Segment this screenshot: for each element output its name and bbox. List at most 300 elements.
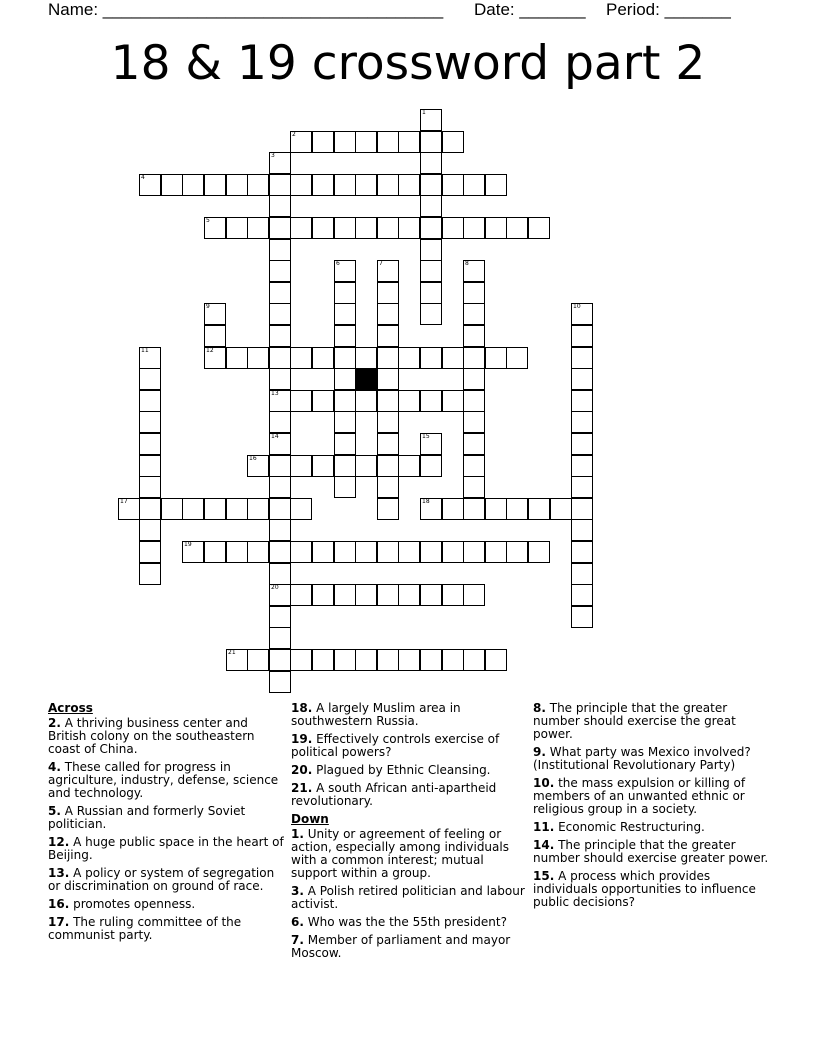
crossword-cell[interactable] [269, 152, 291, 174]
crossword-cell[interactable] [377, 347, 399, 369]
crossword-cell[interactable] [247, 217, 269, 239]
clue-number: 15 [422, 433, 430, 440]
crossword-cell[interactable] [398, 217, 420, 239]
clue-item-text: The ruling committee of the communist party. [48, 915, 242, 942]
crossword-cell[interactable] [442, 390, 464, 412]
crossword-cell[interactable] [463, 455, 485, 477]
crossword-cell[interactable] [312, 541, 334, 563]
crossword-cell[interactable] [226, 649, 248, 671]
crossword-cell[interactable] [247, 347, 269, 369]
crossword-cell[interactable] [506, 541, 528, 563]
clue-column-3 [533, 702, 769, 914]
crossword-cell[interactable] [442, 131, 464, 153]
crossword-cell[interactable] [204, 347, 226, 369]
crossword-cell[interactable] [442, 498, 464, 520]
clue-item [48, 717, 284, 756]
crossword-cell[interactable] [161, 174, 183, 196]
clue-item [291, 702, 527, 728]
crossword-cell[interactable] [506, 217, 528, 239]
crossword-cell[interactable] [312, 649, 334, 671]
clue-item-text: promotes openness. [69, 897, 196, 911]
crossword-cell[interactable] [139, 390, 161, 412]
clue-number: 12 [206, 347, 214, 354]
crossword-cell[interactable] [463, 649, 485, 671]
crossword-cell[interactable] [226, 217, 248, 239]
clue-number: 9 [206, 303, 210, 310]
crossword-cell[interactable] [420, 174, 442, 196]
clue-item [533, 777, 769, 816]
down-heading: Down [291, 812, 329, 826]
clue-item-text: the mass expulsion or killing of members of an unwanted ethnic or religious group in a society. [533, 776, 746, 816]
crossword-cell[interactable] [226, 347, 248, 369]
clue-item-text: Unity or agreement of feeling or action, especially among individuals with a common interest; mutual support within a group. [291, 827, 509, 880]
crossword-cell[interactable] [139, 563, 161, 585]
clue-number: 16 [249, 455, 257, 462]
clue-item [48, 916, 284, 942]
crossword-cell[interactable] [334, 131, 356, 153]
crossword-cell[interactable] [485, 347, 507, 369]
clue-item-text: A Polish retired politician and labour activist. [291, 884, 525, 911]
crossword-cell[interactable] [269, 433, 291, 455]
crossword-cell[interactable] [377, 131, 399, 153]
clue-item-number: 13. [48, 866, 70, 880]
clue-item-text: Effectively controls exercise of political powers? [291, 732, 500, 759]
clue-item-text: Who was the the 55th president? [303, 915, 507, 929]
crossword-cell[interactable] [398, 541, 420, 563]
crossword-cell[interactable] [571, 433, 593, 455]
clue-number: 4 [141, 174, 145, 181]
crossword-cell[interactable] [269, 195, 291, 217]
crossword-cell[interactable] [269, 455, 291, 477]
crossword-cell[interactable] [290, 584, 312, 606]
crossword-cell[interactable] [290, 498, 312, 520]
crossword-cell[interactable] [204, 174, 226, 196]
crossword-cell[interactable] [571, 476, 593, 498]
crossword-cell[interactable] [290, 455, 312, 477]
crossword-cell[interactable] [204, 217, 226, 239]
clue-item-text: The principle that the greater number should exercise greater power. [533, 838, 769, 865]
clue-number: 14 [271, 433, 279, 440]
crossword-cell[interactable] [420, 239, 442, 261]
clue-item-number: 15. [533, 869, 555, 883]
clue-item-number: 4. [48, 760, 61, 774]
crossword-cell[interactable] [485, 217, 507, 239]
clue-number: 6 [336, 260, 340, 267]
crossword-cell[interactable] [420, 260, 442, 282]
crossword-cell[interactable] [442, 174, 464, 196]
crossword-cell[interactable] [269, 390, 291, 412]
crossword-cell[interactable] [334, 411, 356, 433]
crossword-cell[interactable] [420, 541, 442, 563]
clue-item-number: 11. [533, 820, 555, 834]
crossword-cell[interactable] [204, 498, 226, 520]
crossword-cell[interactable] [161, 498, 183, 520]
crossword-cell[interactable] [226, 498, 248, 520]
crossword-cell[interactable] [269, 411, 291, 433]
crossword-cell[interactable] [463, 541, 485, 563]
crossword-cell[interactable] [442, 649, 464, 671]
crossword-cell[interactable] [204, 303, 226, 325]
crossword-cell[interactable] [571, 303, 593, 325]
clue-item-text: Economic Restructuring. [554, 820, 705, 834]
crossword-cell[interactable] [269, 498, 291, 520]
crossword-cell[interactable] [269, 303, 291, 325]
clue-number: 17 [120, 498, 128, 505]
crossword-cell[interactable] [334, 476, 356, 498]
crossword-cell[interactable] [377, 455, 399, 477]
crossword-cell[interactable] [571, 411, 593, 433]
crossword-cell[interactable] [398, 174, 420, 196]
crossword-cell[interactable] [420, 109, 442, 131]
clue-item [48, 867, 284, 893]
crossword-cell[interactable] [506, 498, 528, 520]
crossword-cell[interactable] [290, 541, 312, 563]
crossword-black-cell [355, 368, 377, 390]
crossword-cell[interactable] [398, 131, 420, 153]
clue-item-number: 8. [533, 701, 546, 715]
clue-item [291, 764, 527, 777]
crossword-cell[interactable] [398, 455, 420, 477]
crossword-cell[interactable] [269, 217, 291, 239]
clue-item-text: A south African anti-apartheid revolutionary. [291, 781, 497, 808]
clue-item [533, 839, 769, 865]
crossword-cell[interactable] [269, 282, 291, 304]
crossword-cell[interactable] [420, 498, 442, 520]
crossword-cell[interactable] [528, 217, 550, 239]
crossword-cell[interactable] [334, 303, 356, 325]
crossword-cell[interactable] [571, 519, 593, 541]
clue-item-number: 19. [291, 732, 313, 746]
crossword-cell[interactable] [420, 455, 442, 477]
crossword-cell[interactable] [355, 584, 377, 606]
clue-item [48, 805, 284, 831]
crossword-cell[interactable] [420, 347, 442, 369]
crossword-cell[interactable] [247, 174, 269, 196]
crossword-cell[interactable] [463, 584, 485, 606]
crossword-cell[interactable] [442, 584, 464, 606]
crossword-cell[interactable] [398, 584, 420, 606]
crossword-cell[interactable] [550, 498, 572, 520]
crossword-cell[interactable] [269, 325, 291, 347]
crossword-cell[interactable] [139, 433, 161, 455]
crossword-cell[interactable] [528, 541, 550, 563]
crossword-cell[interactable] [312, 217, 334, 239]
crossword-cell[interactable] [290, 649, 312, 671]
crossword-cell[interactable] [420, 649, 442, 671]
crossword-cell[interactable] [334, 584, 356, 606]
crossword-cell[interactable] [377, 303, 399, 325]
crossword-cell[interactable] [334, 174, 356, 196]
crossword-cell[interactable] [247, 498, 269, 520]
crossword-cell[interactable] [571, 455, 593, 477]
crossword-cell[interactable] [398, 649, 420, 671]
crossword-cell[interactable] [485, 174, 507, 196]
clue-item-number: 6. [291, 915, 304, 929]
crossword-cell[interactable] [355, 455, 377, 477]
crossword-cell[interactable] [312, 390, 334, 412]
crossword-cell[interactable] [355, 390, 377, 412]
clue-item [291, 934, 527, 960]
clue-number: 18 [422, 498, 430, 505]
crossword-cell[interactable] [312, 347, 334, 369]
crossword-cell[interactable] [463, 303, 485, 325]
crossword-cell[interactable] [269, 368, 291, 390]
crossword-cell[interactable] [269, 347, 291, 369]
clue-item-text: These called for progress in agriculture, industry, defense, science and technology. [48, 760, 279, 800]
crossword-cell[interactable] [377, 584, 399, 606]
crossword-cell[interactable] [204, 325, 226, 347]
crossword-cell[interactable] [442, 347, 464, 369]
name-field-label: Name: ____________________________________ [48, 0, 444, 19]
clue-number: 1 [422, 109, 426, 116]
clue-item-number: 20. [291, 763, 313, 777]
crossword-cell[interactable] [463, 498, 485, 520]
crossword-cell[interactable] [182, 541, 204, 563]
crossword-cell[interactable] [334, 282, 356, 304]
crossword-cell[interactable] [571, 498, 593, 520]
crossword-cell[interactable] [463, 411, 485, 433]
crossword-cell[interactable] [571, 390, 593, 412]
clue-item [291, 782, 527, 808]
crossword-cell[interactable] [139, 519, 161, 541]
crossword-cell[interactable] [463, 260, 485, 282]
crossword-cell[interactable] [139, 455, 161, 477]
crossword-cell[interactable] [571, 606, 593, 628]
crossword-cell[interactable] [463, 476, 485, 498]
clue-item [291, 828, 527, 880]
crossword-cell[interactable] [442, 217, 464, 239]
crossword-cell[interactable] [269, 541, 291, 563]
crossword-cell[interactable] [463, 433, 485, 455]
crossword-cell[interactable] [334, 390, 356, 412]
crossword-cell[interactable] [355, 541, 377, 563]
crossword-cell[interactable] [334, 541, 356, 563]
clue-item [48, 898, 284, 911]
crossword-cell[interactable] [377, 217, 399, 239]
crossword-cell[interactable] [312, 584, 334, 606]
crossword-cell[interactable] [463, 347, 485, 369]
crossword-cell[interactable] [355, 131, 377, 153]
crossword-cell[interactable] [290, 174, 312, 196]
crossword-cell[interactable] [334, 368, 356, 390]
crossword-cell[interactable] [269, 476, 291, 498]
clue-item-number: 3. [291, 884, 304, 898]
crossword-cell[interactable] [377, 541, 399, 563]
crossword-cell[interactable] [355, 649, 377, 671]
clue-item [533, 746, 769, 772]
crossword-cell[interactable] [571, 325, 593, 347]
crossword-cell[interactable] [420, 303, 442, 325]
crossword-cell[interactable] [204, 541, 226, 563]
clue-number: 8 [465, 260, 469, 267]
crossword-cell[interactable] [463, 390, 485, 412]
crossword-cell[interactable] [334, 347, 356, 369]
crossword-cell[interactable] [355, 347, 377, 369]
crossword-cell[interactable] [139, 411, 161, 433]
crossword-cell[interactable] [269, 584, 291, 606]
clue-item-number: 17. [48, 915, 70, 929]
clue-item-number: 5. [48, 804, 61, 818]
period-field-label: Period: _______ [606, 0, 731, 19]
clue-item-text: A Russian and formerly Soviet politician. [48, 804, 246, 831]
clue-number: 5 [206, 217, 210, 224]
crossword-cell[interactable] [571, 347, 593, 369]
page-title: 18 & 19 crossword part 2 [110, 36, 706, 91]
crossword-cell[interactable] [463, 282, 485, 304]
clue-item-text: A policy or system of segregation or discrimination on ground of race. [48, 866, 275, 893]
clue-item-number: 12. [48, 835, 70, 849]
crossword-cell[interactable] [312, 455, 334, 477]
clue-number: 13 [271, 390, 279, 397]
crossword-cell[interactable] [118, 498, 140, 520]
clue-item-number: 2. [48, 716, 61, 730]
crossword-cell[interactable] [290, 217, 312, 239]
crossword-cell[interactable] [226, 174, 248, 196]
crossword-cell[interactable] [269, 519, 291, 541]
crossword-cell[interactable] [398, 347, 420, 369]
crossword-cell[interactable] [485, 541, 507, 563]
crossword-cell[interactable] [247, 541, 269, 563]
clue-item-text: A largely Muslim area in southwestern Russia. [291, 701, 461, 728]
clue-item [291, 733, 527, 759]
clue-item-text: Member of parliament and mayor Moscow. [291, 933, 511, 960]
crossword-cell[interactable] [139, 541, 161, 563]
clue-item-text: A process which provides individuals opportunities to influence public decisions? [533, 869, 756, 909]
clue-item [533, 870, 769, 909]
crossword-cell[interactable] [420, 152, 442, 174]
crossword-cell[interactable] [571, 563, 593, 585]
crossword-cell[interactable] [269, 563, 291, 585]
clue-item-text: Plagued by Ethnic Cleansing. [312, 763, 491, 777]
clue-column-2 [291, 702, 527, 965]
clue-item-number: 14. [533, 838, 555, 852]
crossword-cell[interactable] [377, 260, 399, 282]
clue-number: 10 [573, 303, 581, 310]
crossword-cell[interactable] [182, 174, 204, 196]
clue-item-number: 10. [533, 776, 555, 790]
clue-item-text: A thriving business center and British colony on the southeastern coast of China. [48, 716, 255, 756]
clue-item [291, 885, 527, 911]
clue-item-text: What party was Mexico involved? (Institutional Revolutionary Party) [533, 745, 751, 772]
clue-item [533, 702, 769, 741]
crossword-cell[interactable] [377, 498, 399, 520]
crossword-cell[interactable] [377, 649, 399, 671]
clue-number: 3 [271, 152, 275, 159]
crossword-cell[interactable] [355, 174, 377, 196]
crossword-cell[interactable] [398, 390, 420, 412]
crossword-cell[interactable] [334, 325, 356, 347]
clue-item-number: 16. [48, 897, 70, 911]
crossword-cell[interactable] [334, 260, 356, 282]
crossword-cell[interactable] [139, 498, 161, 520]
crossword-cell[interactable] [269, 260, 291, 282]
clue-number: 20 [271, 584, 279, 591]
crossword-cell[interactable] [334, 455, 356, 477]
crossword-cell[interactable] [269, 627, 291, 649]
crossword-cell[interactable] [290, 347, 312, 369]
clue-number: 2 [292, 131, 296, 138]
crossword-cell[interactable] [334, 433, 356, 455]
crossword-cell[interactable] [442, 541, 464, 563]
crossword-cell[interactable] [528, 498, 550, 520]
crossword-cell[interactable] [506, 347, 528, 369]
clue-number: 11 [141, 347, 149, 354]
crossword-cell[interactable] [290, 131, 312, 153]
crossword-cell[interactable] [420, 433, 442, 455]
clue-number: 7 [379, 260, 383, 267]
crossword-cell[interactable] [571, 584, 593, 606]
crossword-cell[interactable] [312, 174, 334, 196]
crossword-cell[interactable] [377, 282, 399, 304]
clue-item-number: 21. [291, 781, 313, 795]
crossword-cell[interactable] [377, 325, 399, 347]
crossword-cell[interactable] [420, 282, 442, 304]
crossword-cell[interactable] [139, 347, 161, 369]
clue-item-text: A huge public space in the heart of Beijing. [48, 835, 284, 862]
crossword-cell[interactable] [377, 390, 399, 412]
crossword-cell[interactable] [377, 368, 399, 390]
crossword-cell[interactable] [139, 476, 161, 498]
crossword-cell[interactable] [312, 131, 334, 153]
crossword-cell[interactable] [377, 411, 399, 433]
clue-number: 21 [228, 649, 236, 656]
date-field-label: Date: _______ [474, 0, 586, 19]
crossword-cell[interactable] [463, 174, 485, 196]
crossword-cell[interactable] [139, 174, 161, 196]
clue-item-number: 1. [291, 827, 304, 841]
crossword-cell[interactable] [420, 217, 442, 239]
crossword-cell[interactable] [269, 649, 291, 671]
crossword-cell[interactable] [463, 325, 485, 347]
clue-item-number: 9. [533, 745, 546, 759]
crossword-cell[interactable] [377, 476, 399, 498]
crossword-cell[interactable] [420, 131, 442, 153]
clue-item [533, 821, 769, 834]
clue-item-text: The principle that the greater number should exercise the great power. [533, 701, 736, 741]
clue-item [48, 761, 284, 800]
clue-item-number: 7. [291, 933, 304, 947]
clue-item-number: 18. [291, 701, 313, 715]
clue-number: 19 [184, 541, 192, 548]
crossword-cell[interactable] [290, 390, 312, 412]
clue-item [48, 836, 284, 862]
crossword-cell[interactable] [334, 649, 356, 671]
crossword-cell[interactable] [420, 195, 442, 217]
crossword-cell[interactable] [269, 606, 291, 628]
crossword-cell[interactable] [377, 174, 399, 196]
clue-item [291, 916, 527, 929]
crossword-cell[interactable] [463, 368, 485, 390]
crossword-cell[interactable] [485, 498, 507, 520]
crossword-cell[interactable] [269, 174, 291, 196]
crossword-cell[interactable] [420, 584, 442, 606]
crossword-cell[interactable] [226, 541, 248, 563]
crossword-cell[interactable] [139, 368, 161, 390]
crossword-cell[interactable] [182, 498, 204, 520]
crossword-cell[interactable] [269, 671, 291, 693]
crossword-cell[interactable] [334, 217, 356, 239]
crossword-cell[interactable] [571, 368, 593, 390]
crossword-cell[interactable] [247, 455, 269, 477]
crossword-cell[interactable] [355, 217, 377, 239]
crossword-cell[interactable] [571, 541, 593, 563]
crossword-cell[interactable] [485, 649, 507, 671]
crossword-cell[interactable] [463, 217, 485, 239]
crossword-cell[interactable] [247, 649, 269, 671]
crossword-cell[interactable] [420, 390, 442, 412]
crossword-cell[interactable] [269, 239, 291, 261]
crossword-cell[interactable] [377, 433, 399, 455]
